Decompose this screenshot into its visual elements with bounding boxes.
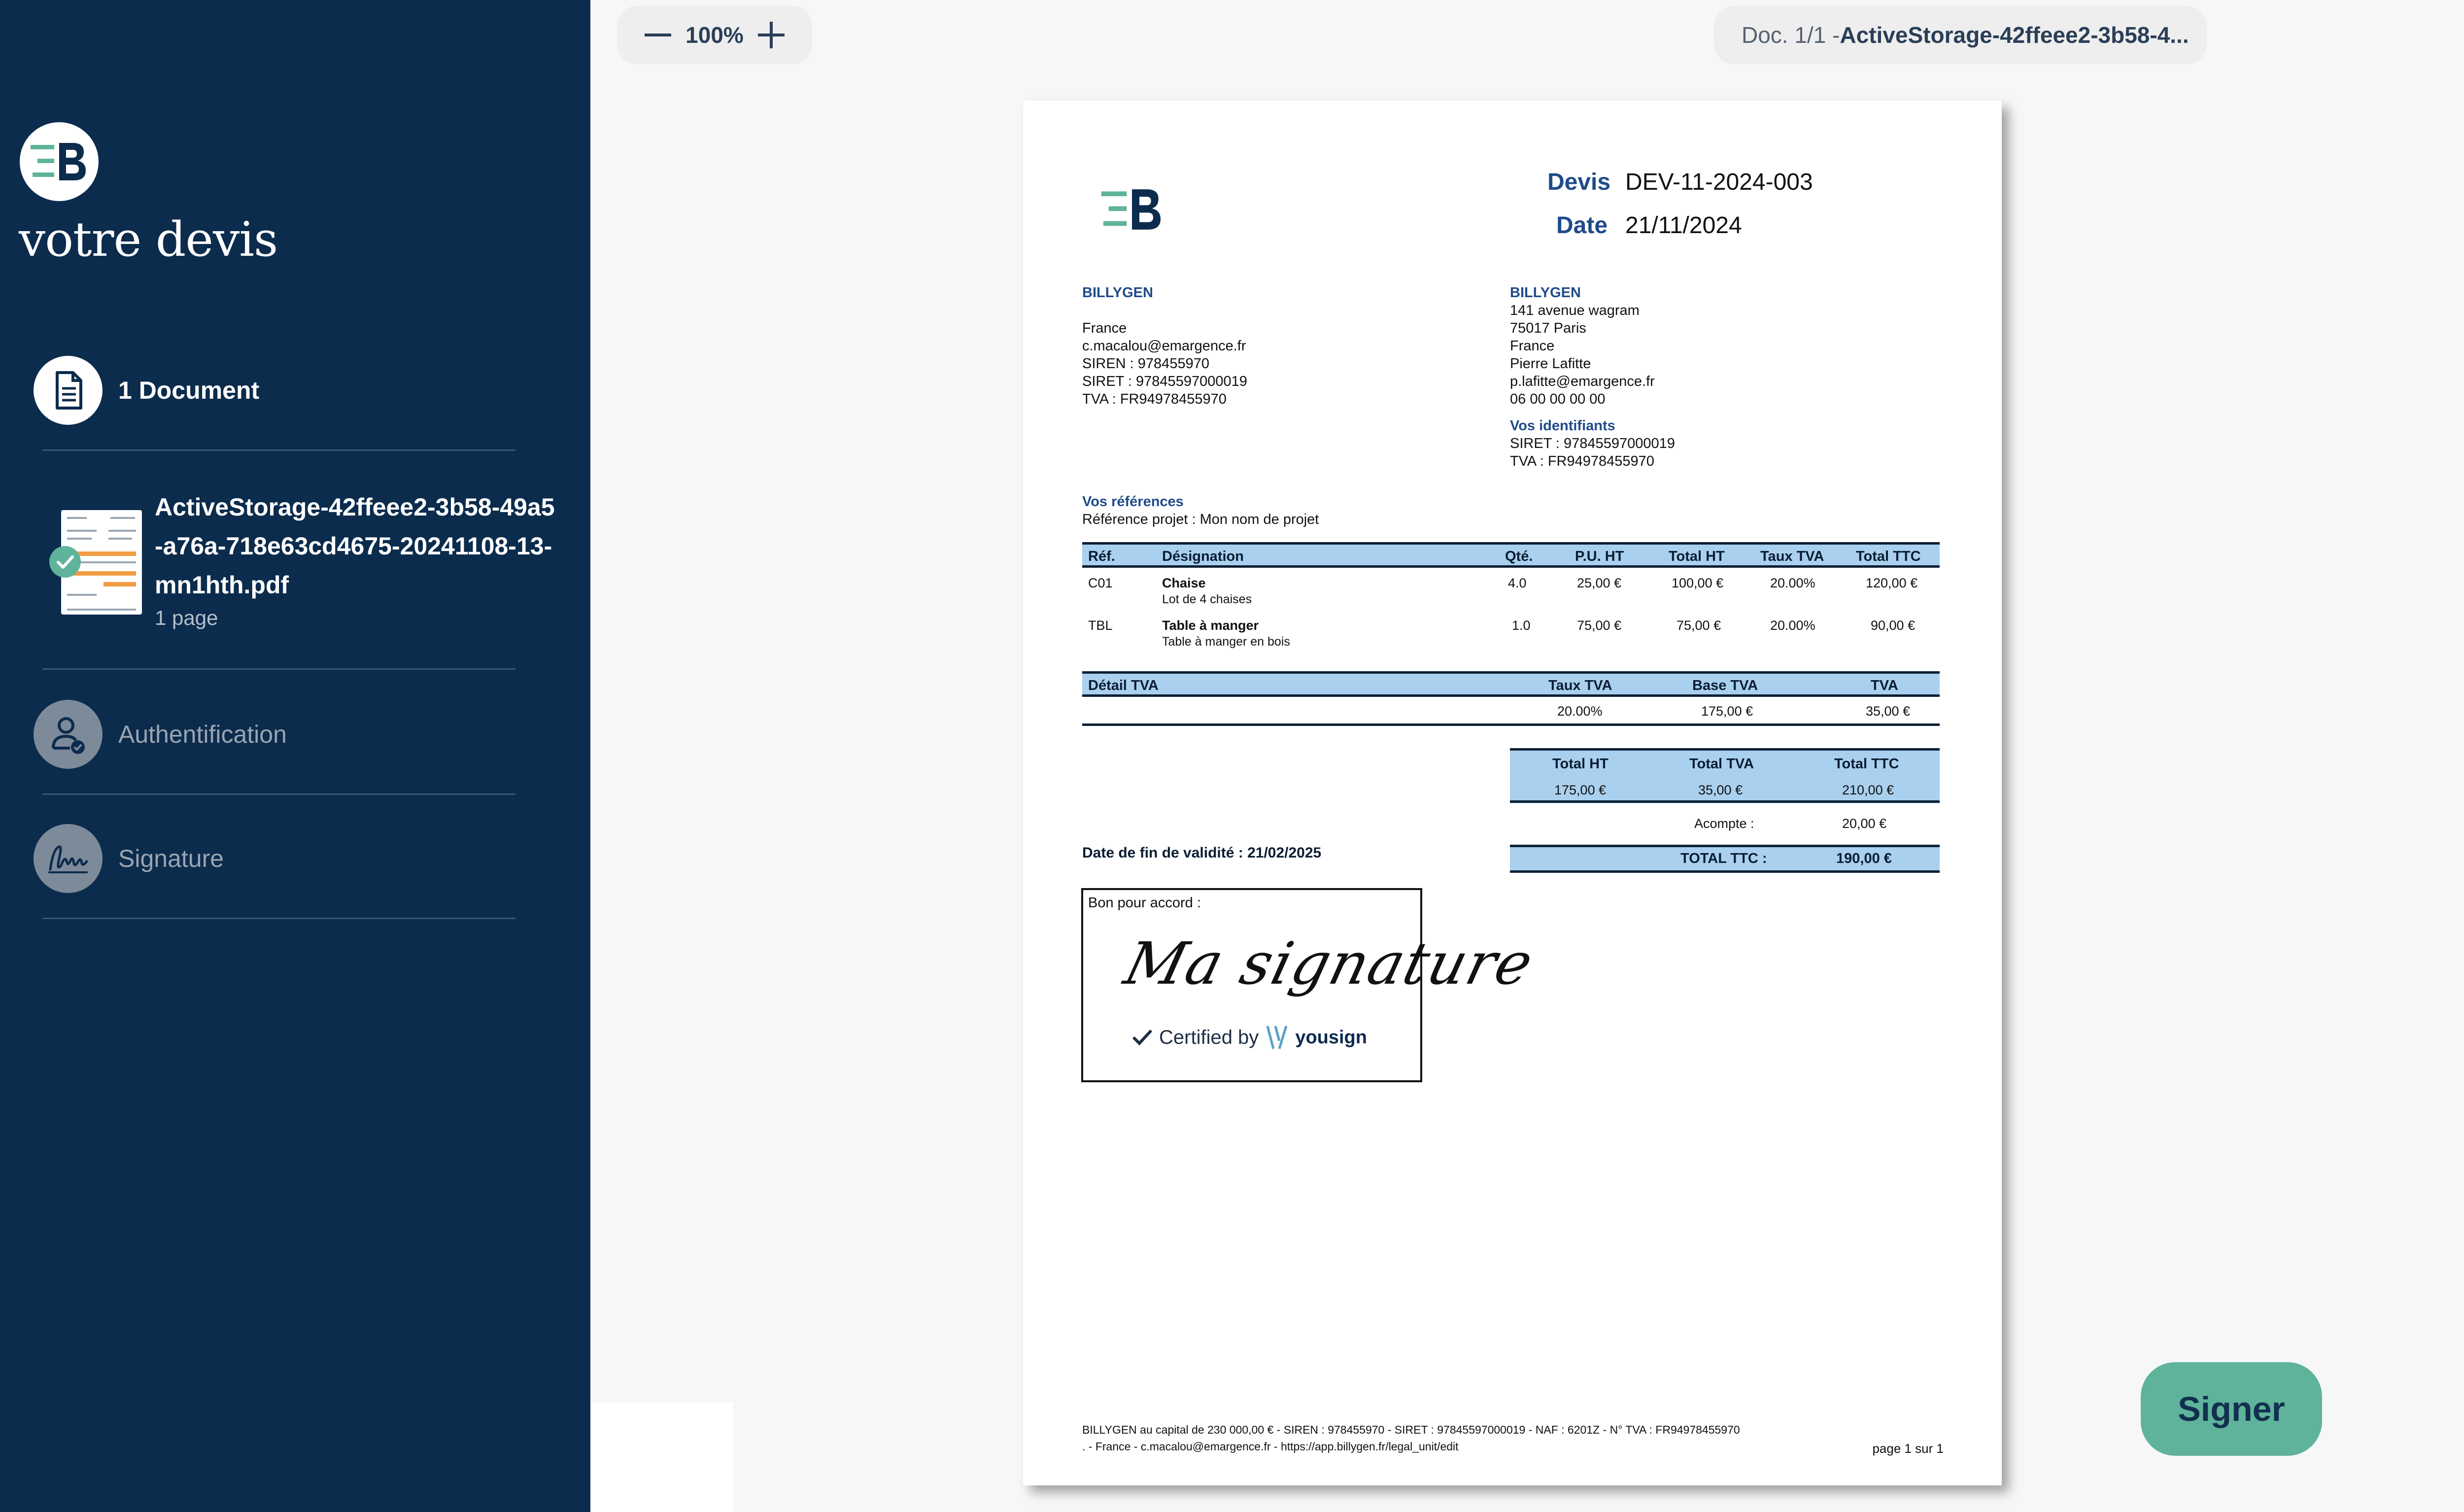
divider (42, 918, 515, 919)
col-vat-rate: Taux TVA (1760, 549, 1824, 564)
vat-bottom-rule (1082, 723, 1940, 726)
vat-amount: 35,00 € (1866, 704, 1911, 719)
brand-logo (20, 122, 99, 201)
rule (1510, 800, 1940, 803)
vat-title: Détail TVA (1088, 678, 1159, 693)
col-total-ttc: Total TTC (1856, 549, 1921, 564)
page-number: page 1 sur 1 (1872, 1441, 1944, 1456)
date-label: Date (1556, 212, 1608, 239)
vat-col-base: Base TVA (1692, 678, 1758, 693)
document-name: ActiveStorage-42ffeee2-3b58-49a5-a76a-718e63cd4675-20241108-13-mn1hth.pdf (155, 493, 555, 599)
yousign-logo-icon (1265, 1024, 1289, 1051)
rule (1510, 845, 1940, 847)
vat-rate: 20.00% (1557, 704, 1603, 719)
step-document-label: 1 Document (118, 377, 260, 404)
vat-col-amount: TVA (1871, 678, 1898, 693)
row-total-ht: 100,00 € (1672, 576, 1724, 590)
zoom-level: 100% (685, 22, 744, 48)
vat-col-rate: Taux TVA (1548, 678, 1612, 693)
rule (1510, 748, 1940, 751)
col-qty: Qté. (1505, 549, 1533, 564)
step-signature-label: Signature (118, 845, 224, 872)
check-circle-icon (49, 546, 81, 578)
sender-siren: SIREN : 978455970 (1082, 356, 1209, 372)
viewer-corner (590, 1403, 733, 1512)
references-title: Vos références (1082, 494, 1184, 510)
sender-country: France (1082, 320, 1127, 336)
row-desc: Lot de 4 chaises (1162, 592, 1252, 606)
zoom-controls (617, 6, 812, 64)
step-signature[interactable] (34, 824, 224, 893)
col-unit-price: P.U. HT (1575, 549, 1624, 564)
row-vat-rate: 20.00% (1770, 618, 1815, 633)
items-table-header (1082, 542, 1940, 568)
sidebar-title: votre devis (19, 212, 278, 267)
final-total-label: TOTAL TTC : (1680, 851, 1767, 866)
row-vat-rate: 20.00% (1770, 576, 1815, 590)
document-step-icon (34, 356, 103, 425)
devis-label: Devis (1547, 169, 1611, 195)
step-authentication-label: Authentification (118, 721, 287, 748)
checkmark-icon (1131, 1028, 1153, 1047)
doc-counter: Doc. 1/1 - (1742, 22, 1840, 48)
client-address1: 141 avenue wagram (1510, 303, 1640, 318)
totals-ht: 175,00 € (1554, 783, 1607, 797)
divider (42, 793, 515, 795)
vat-base: 175,00 € (1701, 704, 1753, 719)
sign-button[interactable]: Signer (2141, 1362, 2322, 1456)
divider (42, 668, 515, 670)
document-page-count: 1 page (155, 606, 218, 629)
client-phone: 06 00 00 00 00 (1510, 391, 1606, 407)
date-value: 21/11/2024 (1625, 212, 1742, 239)
sender-email: c.macalou@emargence.fr (1082, 338, 1246, 354)
totals-tva: 35,00 € (1698, 783, 1743, 797)
row-name: Chaise (1162, 576, 1206, 590)
sidebar (0, 0, 590, 1512)
sender-name: BILLYGEN (1082, 285, 1153, 301)
agreement-label: Bon pour accord : (1088, 895, 1201, 911)
certified-brand: yousign (1295, 1027, 1367, 1048)
col-total-ht: Total HT (1669, 549, 1725, 564)
signature-box (1081, 888, 1540, 1082)
row-ref: C01 (1088, 576, 1113, 590)
step-document[interactable] (34, 356, 259, 425)
row-ref: TBL (1088, 618, 1113, 633)
row-total-ht: 75,00 € (1677, 618, 1721, 633)
client-country: France (1510, 338, 1555, 354)
client-name: BILLYGEN (1510, 285, 1581, 301)
vat-detail-table (1082, 671, 1940, 730)
sender-block (1082, 284, 1247, 408)
document-list-item[interactable] (61, 488, 574, 636)
step-authentication[interactable] (34, 700, 287, 769)
footer-line-1: BILLYGEN au capital de 230 000,00 € - SIREN : 978455970 - SIRET : 97845597000019 - NAF : 6201Z - N° TVA : FR94978455970 (1082, 1423, 1740, 1436)
col-designation: Désignation (1162, 549, 1244, 564)
divider (42, 449, 515, 451)
client-block (1510, 284, 1675, 470)
document-selector[interactable] (1714, 6, 2207, 64)
row-unit-price: 25,00 € (1577, 576, 1622, 590)
zoom-out-button[interactable] (641, 18, 675, 52)
deposit-value: 20,00 € (1842, 816, 1887, 831)
document-page (1023, 101, 2002, 1485)
sender-siret: SIRET : 97845597000019 (1082, 374, 1247, 389)
col-ref: Réf. (1088, 549, 1115, 564)
vat-table-header (1082, 671, 1940, 697)
client-email: p.lafitte@emargence.fr (1510, 374, 1655, 389)
totals-h-tva: Total TVA (1689, 756, 1754, 772)
rule (1510, 870, 1940, 873)
certified-label: Certified by (1159, 1026, 1259, 1048)
references-block (1082, 493, 1319, 528)
row-total-ttc: 120,00 € (1866, 576, 1918, 590)
zoom-in-button[interactable] (754, 18, 788, 52)
row-total-ttc: 90,00 € (1871, 618, 1916, 633)
signature-icon (34, 824, 103, 893)
row-desc: Table à manger en bois (1162, 635, 1290, 649)
client-ids-title: Vos identifiants (1510, 418, 1615, 434)
references-value: Référence projet : Mon nom de projet (1082, 512, 1319, 527)
totals-h-ht: Total HT (1552, 756, 1608, 772)
client-tva: TVA : FR94978455970 (1510, 453, 1654, 469)
deposit-label: Acompte : (1694, 816, 1754, 831)
totals-h-ttc: Total TTC (1834, 756, 1899, 772)
footer-line-2: . - France - c.macalou@emargence.fr - https://app.billygen.fr/legal_unit/edit (1082, 1440, 1459, 1453)
doc-title: ActiveStorage-42ffeee2-3b58-4... (1840, 22, 2189, 48)
row-qty: 4.0 (1508, 576, 1527, 590)
legal-footer (1082, 1421, 1740, 1455)
company-logo (1095, 188, 1169, 233)
client-address2: 75017 Paris (1510, 320, 1586, 336)
row-qty: 1.0 (1512, 618, 1531, 633)
handwritten-signature: Ma signature (1118, 929, 1540, 997)
validity-date: Date de fin de validité : 21/02/2025 (1082, 845, 1322, 861)
client-siret: SIRET : 97845597000019 (1510, 436, 1675, 451)
user-check-icon (34, 700, 103, 769)
sender-tva: TVA : FR94978455970 (1082, 391, 1227, 407)
row-unit-price: 75,00 € (1577, 618, 1622, 633)
certified-badge (1131, 1024, 1367, 1051)
items-table (1082, 542, 1940, 660)
final-total-value: 190,00 € (1836, 851, 1892, 866)
devis-number: DEV-11-2024-003 (1625, 169, 1813, 195)
client-contact: Pierre Lafitte (1510, 356, 1591, 372)
row-name: Table à manger (1162, 618, 1259, 633)
totals-ttc: 210,00 € (1842, 783, 1894, 797)
